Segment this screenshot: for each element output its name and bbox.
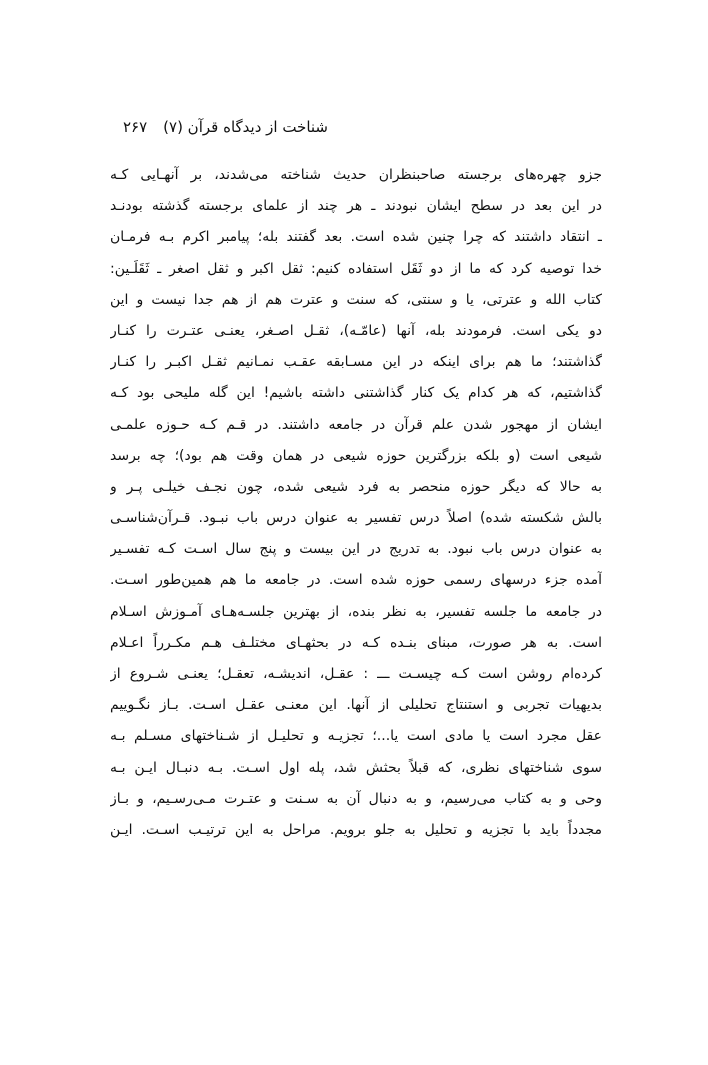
text-line: ایشان از مهجور شدن علم قرآن در جامعه داشتند. در قـم کـه حـوزه علمـی [110, 416, 602, 433]
text-line: بالش شکسته شده) اصلاً درس تفسیر به عنوان درس باب نبـود. قـرآن‌شناسـی [110, 510, 602, 527]
text-line: جزو چهره‌های برجسته صاحبنظران حدیث شناخته می‌شدند، بر آنهـایی کـه [110, 167, 602, 183]
chapter-title: شناخت از دیدگاه قرآن (۷) [163, 118, 328, 136]
text-line: آمده جزء درسهای رسمی حوزه شده است. در جامعه ما هم همین‌طور اسـت. [110, 572, 602, 589]
text-line: مجدداً باید با تجزیه و تحلیل به جلو برویم. مراحل به این ترتیـب اسـت. ایـن [110, 821, 602, 838]
text-line: خدا توصیه کرد که ما از دو ثَقَل استفاده کنیم: ثقل اکبر و ثقل اصغر ـ ثَقَلَـین: [110, 260, 602, 277]
text-line: در جامعه ما جلسه تفسیر، به نظر بنده، از بهترین جلسـه‌هـای آمـوزش اسـلام [110, 603, 602, 620]
text-line: است. به هر صورت، مبنای بنـده کـه در بحثهـای مختلـف هـم مکـرراً اعـلام [110, 634, 602, 651]
text-line: در این بعد در سطح ایشان نبودند ـ هر چند از علمای برجسته گذشته بودنـد [110, 198, 602, 215]
text-line: ـ انتقاد داشتند که چرا چنین شده است. بعد گفتند بله؛ پیامبر اکرم بـه فرمـان [110, 229, 602, 246]
text-line: وحی و به کتاب می‌رسیم، و به دنبال آن به سـنت و عتـرت مـی‌رسـیم، و بـاز [110, 790, 602, 807]
text-line: به حالا که دیگر حوزه منحصر به فرد شیعی شده، چون نجـف خیلـی پـر و [110, 478, 602, 495]
text-line: به عنوان درس باب نبود. به تدریج در این بیست و پنج سال اسـت کـه تفسـیر [110, 541, 602, 558]
running-head [110, 118, 328, 136]
text-line: کرده‌ام روشن است کـه چیسـت ـــ : عقـل، اندیشـه، تعقـل؛ یعنـی شـروع از [110, 666, 602, 682]
text-line: سوی شناختهای نظری، که قبلاً بحثش شد، پله اول اسـت. بـه دنبـال ایـن بـه [110, 759, 602, 776]
text-line: عقل مجرد است یا مادی است یا...؛ تجزیـه و تحلیـل از شـناختهای مسـلم بـه [110, 728, 602, 745]
text-line: بدیهیات تجربی و استنتاج تحلیلی از آنها. این معنـی عقـل اسـت. بـاز نگـوییم [110, 697, 602, 714]
text-line: گذاشتند؛ ما هم برای اینکه در این مسـابقه عقـب نمـانیم ثقـل اکبـر را کنـار [110, 354, 602, 371]
text-line: شیعی است (و بلکه بزرگترین حوزه شیعی در همان وقت هم بود)؛ چه برسد [110, 447, 602, 464]
text-line: دو یکی است. فرمودند بله، آنها (عامّـه)، ثقـل اصـغر، یعنـی عتـرت را کنـار [110, 322, 602, 339]
page-number: ۲۶۷ [122, 118, 148, 136]
text-line: گذاشتیم، که هر کدام یک کنار گذاشتنی داشته باشیم! این گله ملیحی بود کـه [110, 385, 602, 402]
text-line: کتاب الله و عترتی، یا و سنتی، که سنت و عترت هم از هم جدا نیست و این [110, 291, 602, 308]
body-text [110, 160, 602, 846]
